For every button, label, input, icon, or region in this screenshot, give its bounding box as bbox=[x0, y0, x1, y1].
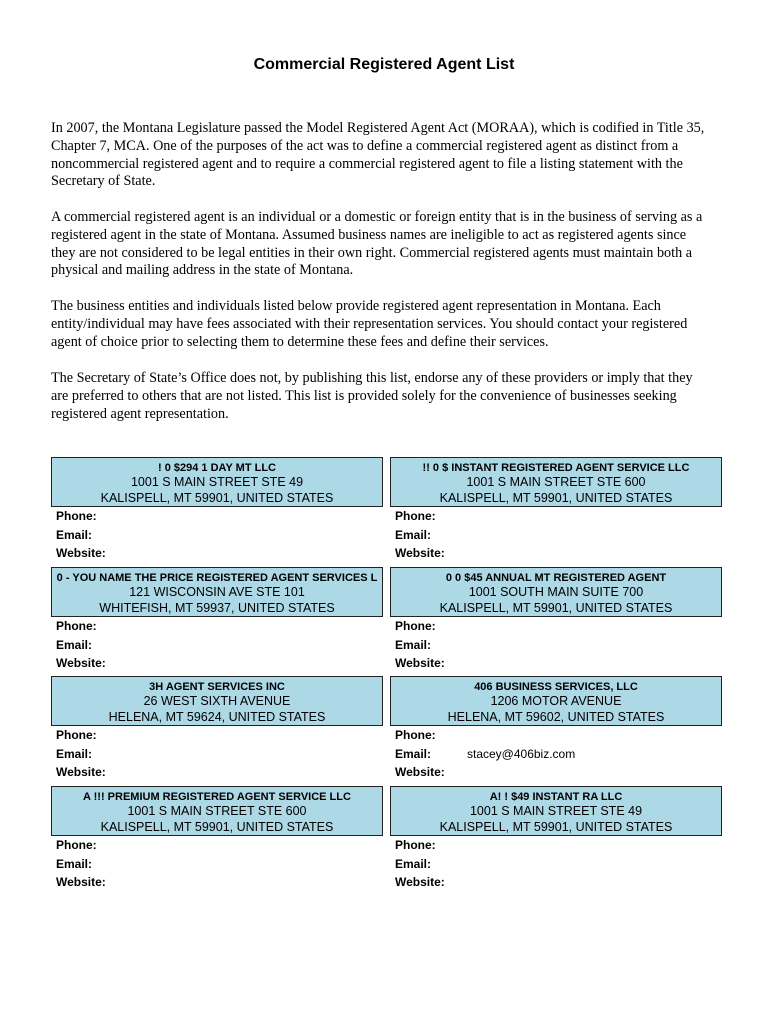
website-label: Website: bbox=[56, 656, 106, 670]
agent-card bbox=[51, 567, 383, 673]
agent-city: HELENA, MT 59602, UNITED STATES bbox=[447, 709, 665, 724]
intro-paragraph: In 2007, the Montana Legislature passed the Model Registered Agent Act (MORAA), which is codified in Title 35, Chapter 7, MCA. One of the purposes of the act was to define a commercial registered agent as distinct from a noncommercial registered agent and to require a commercial registered agent to file a listing statement with the Secretary of State. bbox=[51, 120, 705, 190]
email-label: Email: bbox=[56, 856, 93, 871]
email-value[interactable]: stacey@406biz.com bbox=[467, 746, 576, 761]
agent-name: A! ! $49 INSTANT RA LLC bbox=[489, 791, 623, 803]
agent-street: 1206 MOTOR AVENUE bbox=[490, 694, 622, 708]
phone-label: Phone: bbox=[395, 838, 436, 852]
agent-street: 1001 SOUTH MAIN SUITE 700 bbox=[468, 585, 644, 599]
phone-row bbox=[390, 617, 722, 636]
agent-city: KALISPELL, MT 59901, UNITED STATES bbox=[439, 819, 673, 834]
website-row bbox=[390, 873, 722, 892]
email-label: Email: bbox=[395, 637, 432, 652]
email-label: Email: bbox=[56, 527, 93, 542]
email-row bbox=[51, 855, 383, 874]
phone-label: Phone: bbox=[395, 619, 436, 633]
agent-name: !! 0 $ INSTANT REGISTERED AGENT SERVICE LLC bbox=[422, 462, 690, 474]
email-row bbox=[51, 636, 383, 655]
email-row bbox=[390, 745, 722, 764]
website-row bbox=[51, 763, 383, 782]
phone-row bbox=[51, 507, 383, 526]
email-label: Email: bbox=[395, 746, 432, 761]
agent-city: KALISPELL, MT 59901, UNITED STATES bbox=[100, 819, 334, 834]
email-row bbox=[51, 526, 383, 545]
agent-header bbox=[51, 457, 383, 507]
agent-street: 1001 S MAIN STREET STE 600 bbox=[466, 475, 646, 489]
agent-card bbox=[51, 676, 383, 782]
phone-label: Phone: bbox=[395, 728, 436, 742]
agent-name: 3H AGENT SERVICES INC bbox=[149, 681, 285, 693]
agent-name: 0 0 $45 ANNUAL MT REGISTERED AGENT bbox=[445, 572, 667, 584]
website-label: Website: bbox=[56, 765, 106, 779]
email-label: Email: bbox=[395, 856, 432, 871]
agent-card bbox=[51, 457, 383, 563]
agent-city: WHITEFISH, MT 59937, UNITED STATES bbox=[99, 600, 335, 615]
email-label: Email: bbox=[395, 527, 432, 542]
phone-row bbox=[51, 836, 383, 855]
agent-header bbox=[390, 567, 722, 617]
agent-card bbox=[390, 457, 722, 563]
agent-header bbox=[51, 676, 383, 726]
website-row bbox=[390, 763, 722, 782]
email-row bbox=[390, 526, 722, 545]
page-title: Commercial Registered Agent List bbox=[253, 56, 515, 73]
agent-city: HELENA, MT 59624, UNITED STATES bbox=[108, 709, 326, 724]
agent-card bbox=[51, 786, 383, 892]
website-label: Website: bbox=[56, 546, 106, 560]
agent-header bbox=[390, 786, 722, 836]
website-row bbox=[390, 544, 722, 563]
website-label: Website: bbox=[395, 765, 445, 779]
agent-header bbox=[51, 567, 383, 617]
phone-row bbox=[390, 507, 722, 526]
email-label: Email: bbox=[56, 637, 93, 652]
agent-name: 406 BUSINESS SERVICES, LLC bbox=[474, 681, 638, 693]
phone-row bbox=[51, 617, 383, 636]
phone-label: Phone: bbox=[56, 728, 97, 742]
website-label: Website: bbox=[395, 656, 445, 670]
phone-row bbox=[51, 726, 383, 745]
services-paragraph: The business entities and individuals listed below provide registered agent representation in Montana. Each entity/individual may have fees associated with their representation services. You should contact your registered agent of choice prior to selecting them to determine these fees and define their services. bbox=[51, 298, 688, 350]
agent-city: KALISPELL, MT 59901, UNITED STATES bbox=[439, 490, 673, 505]
agent-street: 121 WISCONSIN AVE STE 101 bbox=[129, 585, 305, 599]
agent-street: 26 WEST SIXTH AVENUE bbox=[143, 694, 291, 708]
agent-street: 1001 S MAIN STREET STE 49 bbox=[469, 804, 643, 818]
agent-street: 1001 S MAIN STREET STE 600 bbox=[127, 804, 307, 818]
website-label: Website: bbox=[395, 546, 445, 560]
agent-name: 0 - YOU NAME THE PRICE REGISTERED AGENT SERVICES L bbox=[56, 572, 378, 584]
phone-label: Phone: bbox=[395, 509, 436, 523]
disclaimer-paragraph: The Secretary of State’s Office does not, by publishing this list, endorse any of these providers or imply that they are preferred to others that are not listed. This list is provided solely for the convenience of businesses seeking registered agent representation. bbox=[51, 370, 693, 422]
email-row bbox=[51, 745, 383, 764]
website-label: Website: bbox=[56, 875, 106, 889]
agent-street: 1001 S MAIN STREET STE 49 bbox=[130, 475, 304, 489]
agent-name: A !!! PREMIUM REGISTERED AGENT SERVICE LLC bbox=[83, 791, 351, 803]
phone-label: Phone: bbox=[56, 509, 97, 523]
agent-name: ! 0 $294 1 DAY MT LLC bbox=[158, 462, 276, 474]
email-row bbox=[390, 855, 722, 874]
website-row bbox=[390, 654, 722, 673]
phone-label: Phone: bbox=[56, 619, 97, 633]
agent-header bbox=[390, 457, 722, 507]
email-label: Email: bbox=[56, 746, 93, 761]
website-label: Website: bbox=[395, 875, 445, 889]
agent-card bbox=[390, 786, 722, 892]
agent-city: KALISPELL, MT 59901, UNITED STATES bbox=[439, 600, 673, 615]
agent-header bbox=[51, 786, 383, 836]
agent-card bbox=[390, 567, 722, 673]
agent-city: KALISPELL, MT 59901, UNITED STATES bbox=[100, 490, 334, 505]
email-row bbox=[390, 636, 722, 655]
website-row bbox=[51, 544, 383, 563]
agent-header bbox=[390, 676, 722, 726]
definition-paragraph: A commercial registered agent is an individual or a domestic or foreign entity that is in the business of serving as a registered agent in the state of Montana. Assumed business names are ineligible to act as registered agents since they are not considered to be legal entities in their own right. Commercial registered agents must maintain both a physical and mailing address in the state of Montana. bbox=[51, 209, 703, 279]
website-row bbox=[51, 654, 383, 673]
agent-card bbox=[390, 676, 722, 782]
phone-row bbox=[390, 836, 722, 855]
phone-label: Phone: bbox=[56, 838, 97, 852]
phone-row bbox=[390, 726, 722, 745]
website-row bbox=[51, 873, 383, 892]
